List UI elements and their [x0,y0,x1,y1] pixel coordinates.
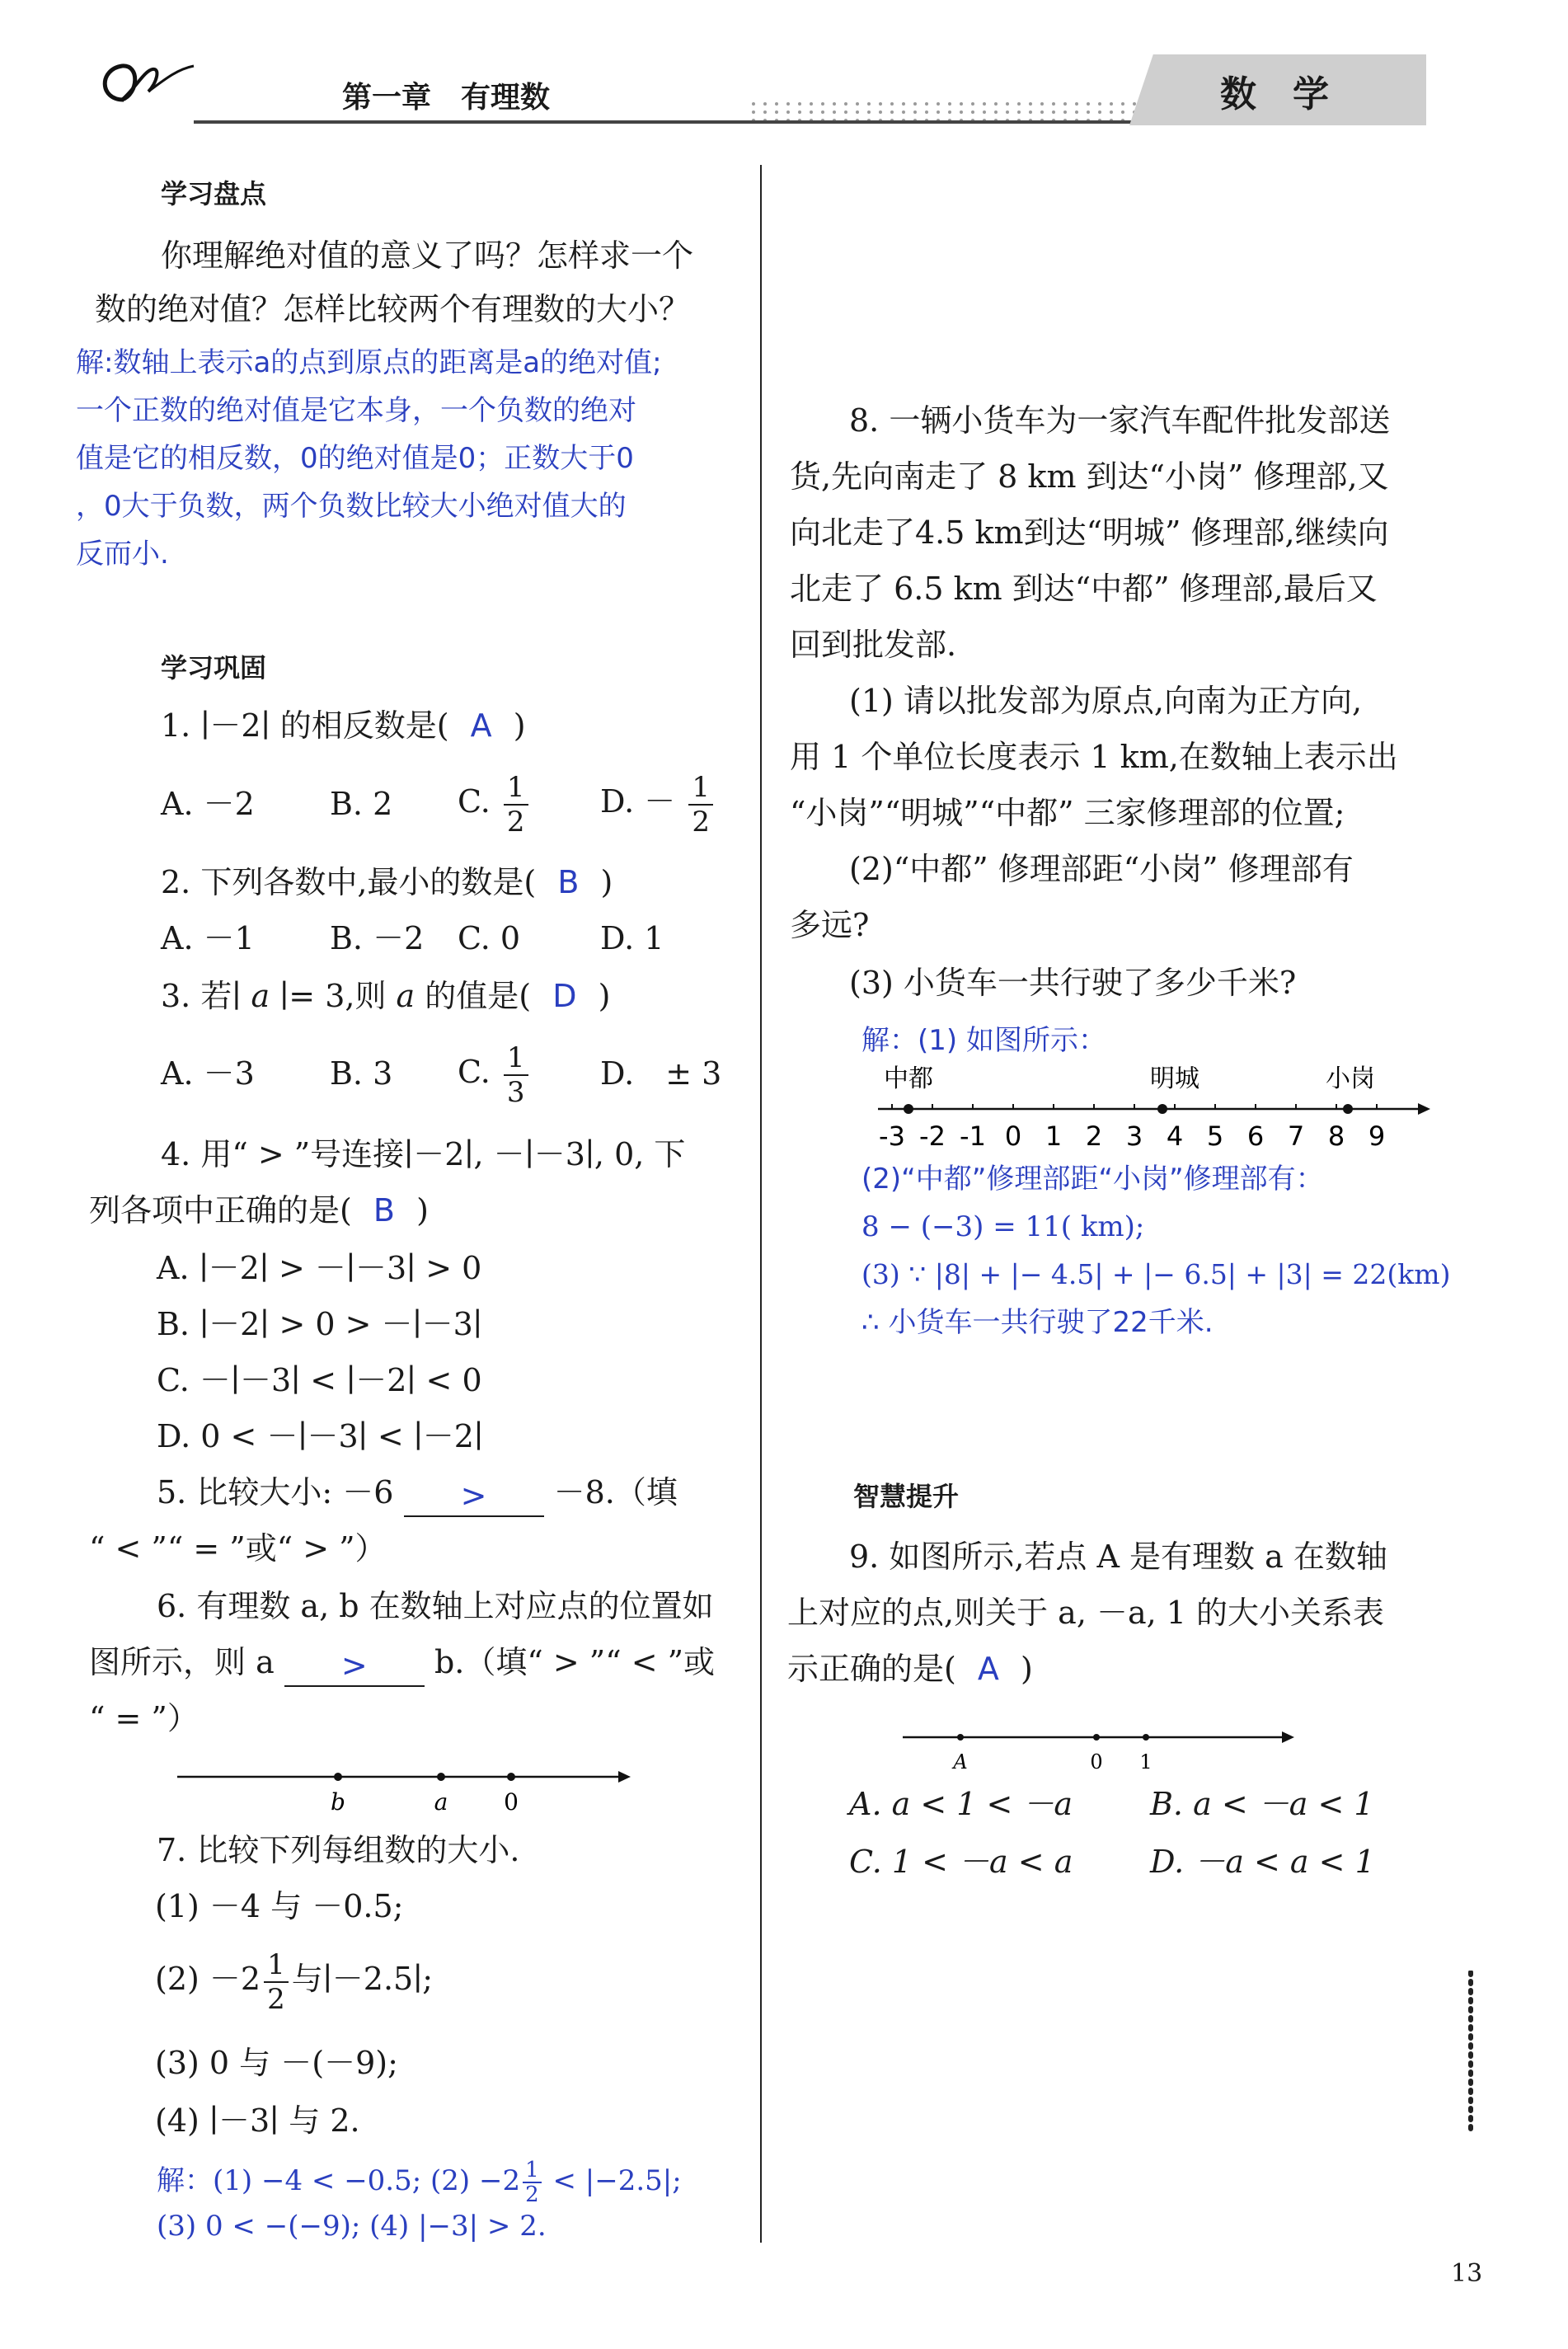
fraction: $\frac{1}{3}$ [504,1041,528,1109]
axis-tick-label: 0 [1004,1120,1022,1152]
axis-tick-label: 1 [1045,1120,1063,1152]
subject-title: 数 学 [1220,73,1329,115]
label-b: b [331,1788,345,1816]
q9-line3: 示正确的是( A ) [787,1651,1033,1687]
q9-line: 上对应的点,则关于 a, －a, 1 的大小关系表 [787,1595,1385,1631]
q8-sub1-line: “小岗”“明城”“中都” 三家修理部的位置; [790,795,1345,831]
column-divider [760,165,762,2243]
q9-answer: A [977,1651,999,1687]
q2-option-a: A. －1 [161,920,255,956]
q9-option-a: A. a < 1 < －a [849,1786,1073,1822]
point-xiaogang [1343,1104,1353,1114]
point-one [1143,1734,1149,1741]
review-answer-line: 反而小. [76,538,169,571]
q1-option-d: D. － $\frac{1}{2}$ [600,760,716,843]
point-zero [1093,1734,1100,1741]
q1-stem: 1. ∣－2∣ 的相反数是( A ) [161,707,526,744]
q5-line2: “ < ”“ = ”或“ > ”） [89,1530,387,1567]
q2-option-b: B. －2 [330,920,425,956]
label-one: 1 [1139,1750,1153,1773]
q4-option-d: D. 0 < －∣－3∣ < ∣－2∣ [157,1418,484,1454]
q6-line1: 6. 有理数 a, b 在数轴上对应点的位置如 [157,1588,714,1624]
q8-sub2-line: (2)“中都” 修理部距“小岗” 修理部有 [849,851,1354,887]
q8-line: 北走了 6.5 km 到达“中都” 修理部,最后又 [790,571,1378,607]
axis-tick-label: 4 [1166,1120,1184,1152]
point-A [957,1734,964,1741]
q7-part3: (3) 0 与 －(－9); [155,2045,398,2081]
q7-part2: (2) －2 $\frac{1}{2}$ 与∣－2.5∣; [155,1947,434,2016]
q3-option-a: A. －3 [161,1055,255,1092]
q4-option-a: A. ∣－2∣ > －∣－3∣ > 0 [157,1250,482,1286]
review-answer-line: ，0大于负数，两个负数比较大小绝对值大的 [76,490,627,523]
q8-sub1-line: (1) 请以批发部为原点,向南为正方向, [849,683,1363,719]
label-zero: 0 [504,1788,519,1816]
q1-answer: A [470,707,492,744]
review-answer-line: 值是它的相反数，0的绝对值是0；正数大于0 [76,442,634,475]
q7-part1: (1) －4 与 －0.5; [155,1888,404,1924]
q5-answer-blank: > [404,1476,544,1517]
axis-tick-label: 7 [1287,1120,1305,1152]
q8-line: 回到批发部. [790,627,957,663]
axis-arrow-icon [1282,1731,1294,1743]
label-xiaogang: 小岗 [1326,1064,1375,1093]
q8-line: 向北走了4.5 km到达“明城” 修理部,继续向 [790,514,1389,551]
q3-answer: D [552,978,577,1014]
q6-answer-blank: > [284,1646,425,1687]
q7-answer-line1: 解：(1) −4 < −0.5; (2) −2 $\frac{1}{2}$ < |−2.5|; [157,2158,682,2207]
q8-number-line [874,1059,1451,1158]
axis-tick-label: -2 [919,1120,946,1152]
point-mingcheng [1157,1104,1167,1114]
label-A: A [953,1750,968,1773]
label-mingcheng: 明城 [1150,1064,1199,1093]
point-b [334,1773,342,1781]
q6-line3: “ = ”） [89,1700,199,1736]
q4-line1: 4. 用“ > ”号连接∣－2∣, －∣－3∣, 0, 下 [161,1136,686,1172]
q3-stem: 3. 若∣ a ∣= 3,则 a 的值是( D ) [161,978,611,1014]
axis-tick-label: 2 [1085,1120,1103,1152]
q9-number-line [899,1719,1303,1781]
q7-answer-line2: (3) 0 < −(−9); (4) |−3| > 2. [157,2210,547,2243]
fraction: $\frac{1}{2}$ [688,771,713,839]
q2-answer: B [557,864,580,900]
axis-tick-label: 9 [1368,1120,1386,1152]
q8-answer-intro: 解：(1) 如图所示： [861,1024,1106,1057]
q1-option-a: A. －2 [161,786,255,822]
q6-line2: 图所示，则 a > b.（填“ > ”“ < ”或 [89,1637,715,1687]
axis-tick-label: -1 [960,1120,986,1152]
q9-option-c: C. 1 < －a < a [849,1844,1073,1880]
axis-tick-label: 5 [1206,1120,1224,1152]
q4-answer: B [373,1192,395,1229]
q8-sub2-line: 多远? [790,907,870,943]
q8-sub3: (3) 小货车一共行驶了多少千米? [849,965,1297,1001]
margin-dotted-line [1466,1971,1476,2135]
q7-stem: 7. 比较下列每组数的大小. [157,1832,520,1868]
label-zero: 0 [1090,1750,1103,1773]
header [0,0,1568,140]
q2-option-d: D. 1 [600,920,664,956]
fraction: $\frac{1}{2}$ [504,771,528,839]
q8-answer3-line1: (3) ∵ |8| + |− 4.5| + |− 6.5| + |3| = 22(km) [861,1258,1451,1290]
fraction: $\frac{1}{2}$ [523,2159,542,2206]
q8-sub1-line: 用 1 个单位长度表示 1 km,在数轴上表示出 [790,739,1398,775]
section-title-consolidate: 学习巩固 [161,652,267,684]
label-a: a [434,1788,448,1816]
q3-option-b: B. 3 [330,1055,393,1092]
q8-line: 货,先向南走了 8 km 到达“小岗” 修理部,又 [790,458,1389,495]
q3-option-d: D. ± 3 [600,1055,722,1092]
axis-ticks [879,1104,1385,1152]
q9-option-d: D. －a < a < 1 [1150,1844,1375,1880]
q1-option-b: B. 2 [330,786,393,822]
q3-option-c: C. $\frac{1}{3}$ [458,1031,532,1113]
q9-line: 9. 如图所示,若点 A 是有理数 a 在数轴 [849,1539,1387,1575]
q2-option-c: C. 0 [458,920,521,956]
axis-arrow-icon [1418,1103,1430,1115]
q8-answer3-line2: ∴ 小货车一共行驶了22千米. [861,1306,1214,1339]
review-question-line2: 数的绝对值？怎样比较两个有理数的大小？ [95,291,691,327]
q5-line1: 5. 比较大小: －6 > －8.（填 [157,1468,678,1517]
axis-tick-label: 6 [1246,1120,1265,1152]
label-zhongdu: 中都 [884,1064,933,1093]
axis-arrow-icon [618,1771,631,1783]
fraction: $\frac{1}{2}$ [264,1948,289,2016]
chapter-title: 第一章 有理数 [342,81,551,115]
q8-answer2-line1: (2)“中都”修理部距“小岗”修理部有： [861,1163,1324,1196]
axis-tick-label: -3 [879,1120,905,1152]
q8-line: 8. 一辆小货车为一家汽车配件批发部送 [849,402,1391,439]
point-a [437,1773,445,1781]
q1-option-c: C. $\frac{1}{2}$ [458,760,532,843]
review-answer-line: 一个正数的绝对值是它本身，一个负数的绝对 [76,394,636,427]
axis-tick-label: 8 [1327,1120,1345,1152]
q4-option-c: C. －∣－3∣ < ∣－2∣ < 0 [157,1362,482,1398]
q2-stem: 2. 下列各数中,最小的数是( B ) [161,864,613,900]
q6-number-line [173,1756,635,1822]
review-question-line1: 你理解绝对值的意义了吗？怎样求一个 [161,237,694,274]
chapter-logo-icon [91,54,198,112]
q8-answer2-line2: 8 − (−3) = 11( km); [861,1210,1145,1243]
page-number: 13 [1451,2259,1483,2288]
q9-option-b: B. a < －a < 1 [1150,1786,1374,1822]
review-answer-line: 解:数轴上表示a的点到原点的距离是a的绝对值; [76,346,662,379]
q4-line2: 列各项中正确的是( B ) [89,1192,429,1229]
axis-tick-label: 3 [1125,1120,1143,1152]
section-title-review: 学习盘点 [161,178,267,209]
section-title-improve: 智慧提升 [853,1481,960,1512]
point-zero [507,1773,515,1781]
point-zhongdu [904,1104,913,1114]
q4-option-b: B. ∣－2∣ > 0 > －∣－3∣ [157,1306,482,1342]
q7-part4: (4) ∣－3∣ 与 2. [155,2102,360,2139]
